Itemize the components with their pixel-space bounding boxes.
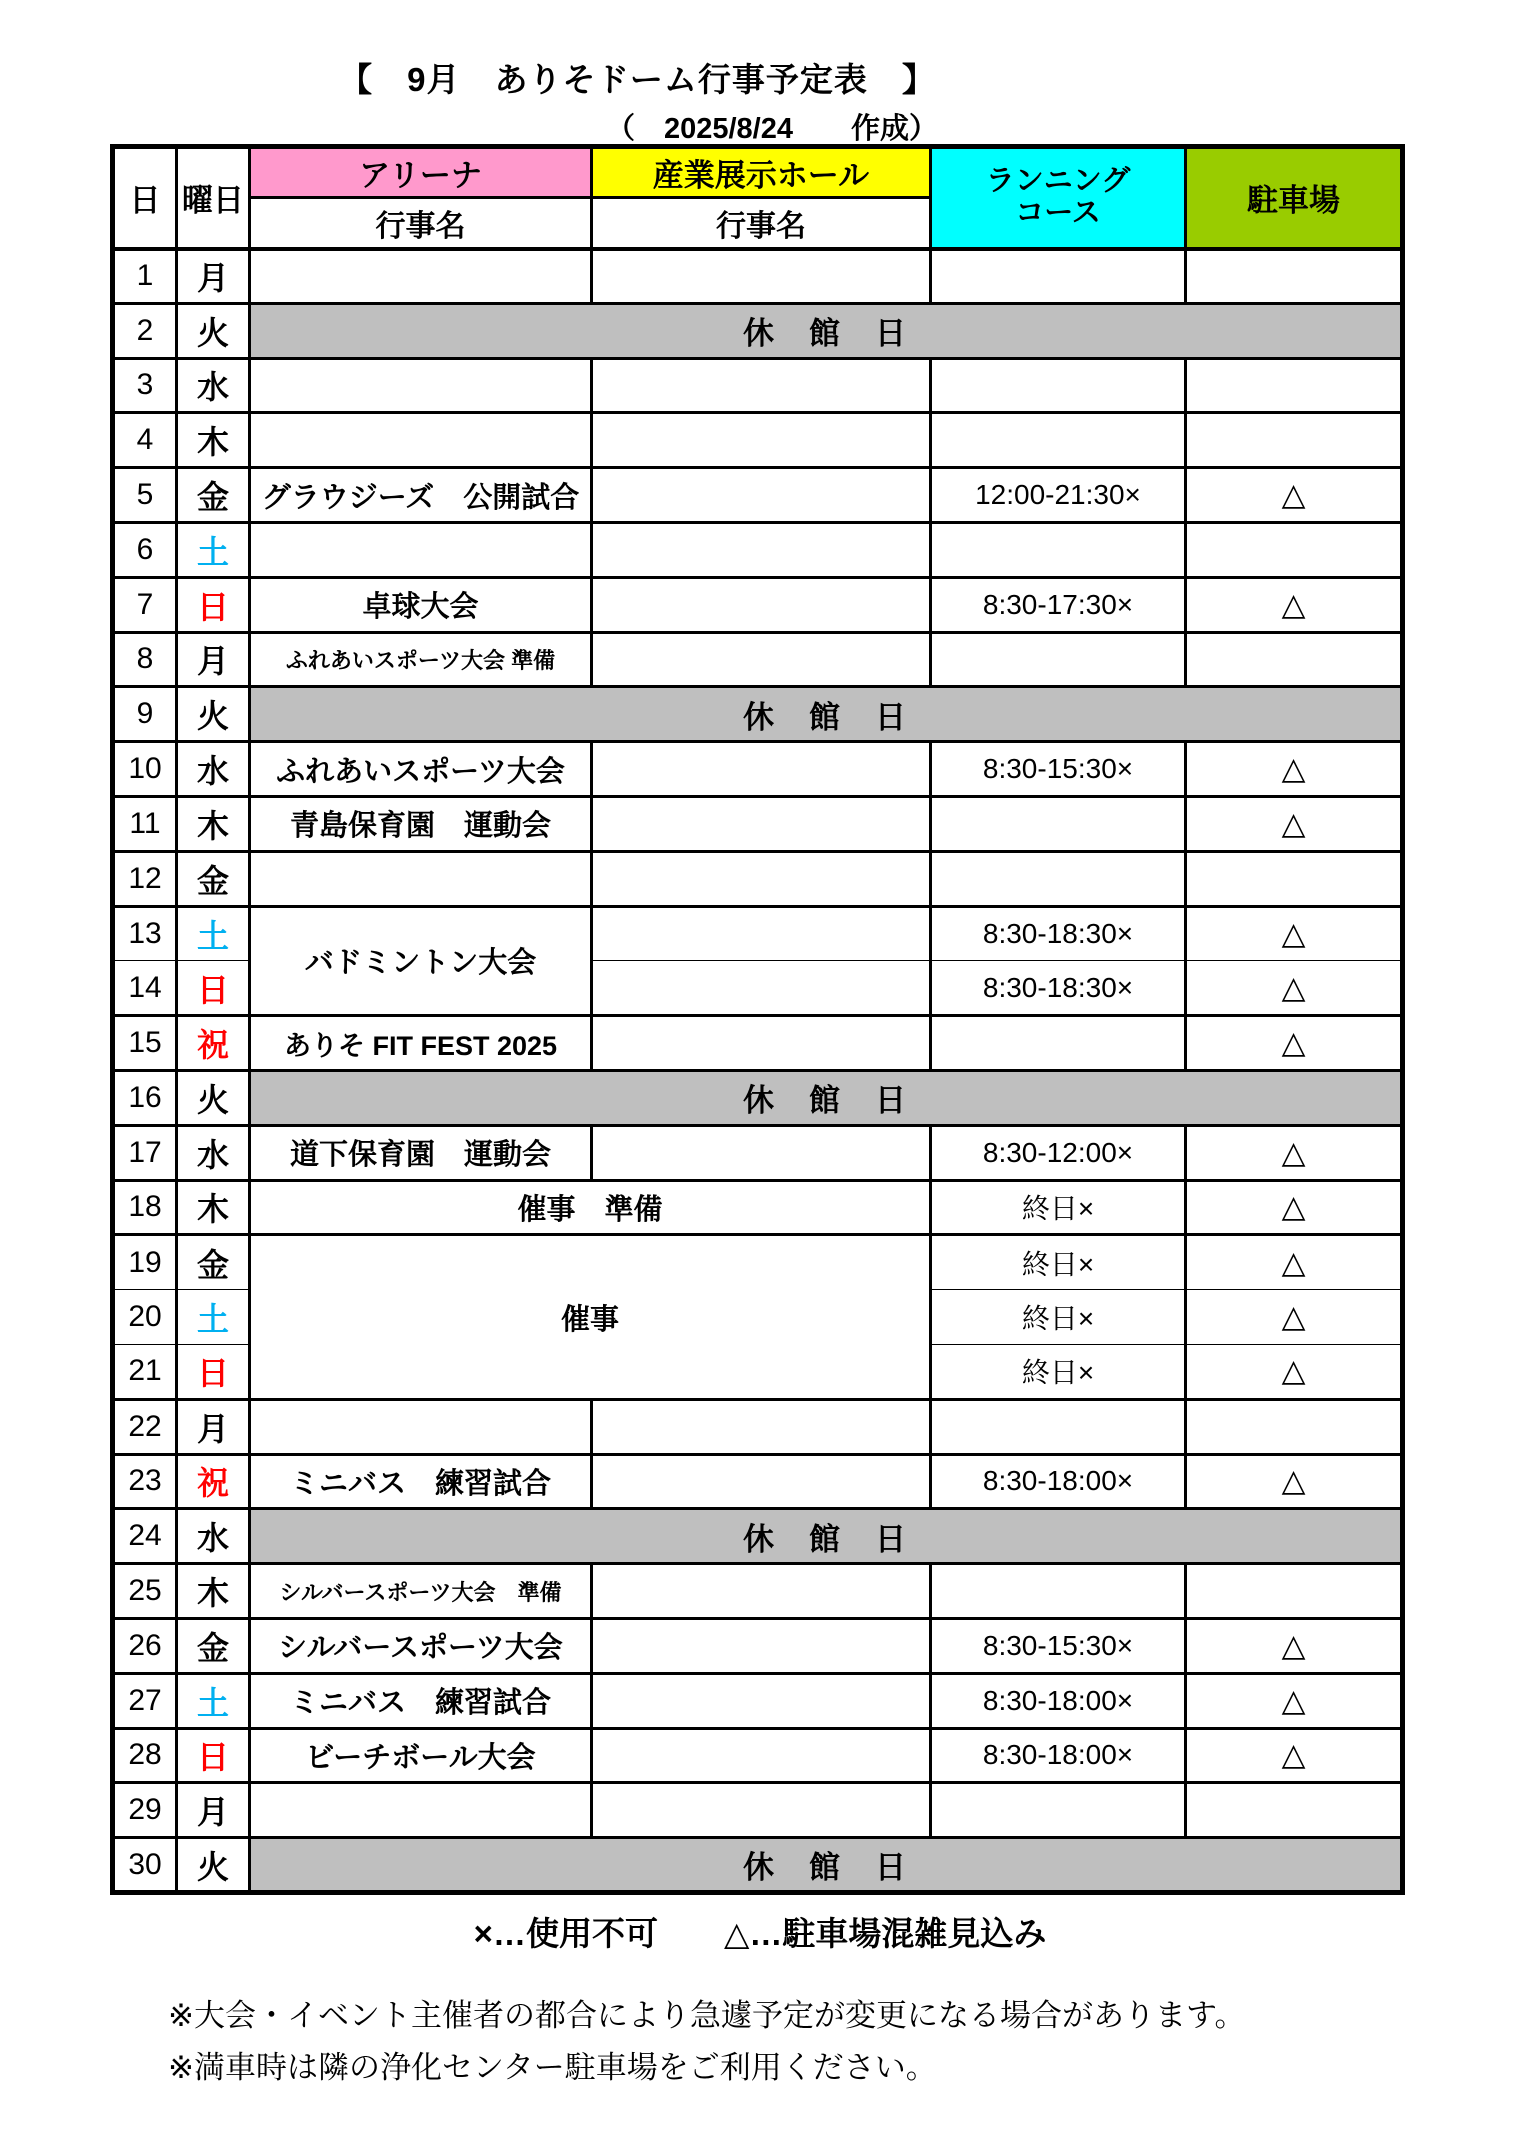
hall-cell [592,577,931,632]
hall-cell [592,796,931,851]
parking-cell [1186,522,1403,577]
table-row [113,1783,1403,1838]
table-row [113,303,1403,358]
day-cell: 19 [113,1235,177,1290]
parking-cell: △ [1186,1125,1403,1180]
parking-cell: △ [1186,468,1403,523]
parking-cell [1186,358,1403,413]
table-row [113,468,1403,523]
hall-cell [592,358,931,413]
running-cell [931,1783,1186,1838]
arena-cell: ふれあいスポーツ大会 [250,742,592,797]
weekday-cell: 月 [177,632,250,687]
table-row [113,1838,1403,1893]
running-cell [931,632,1186,687]
table-row [113,358,1403,413]
arena-cell: 卓球大会 [250,577,592,632]
arena-cell-merged: バドミントン大会 [250,906,592,1016]
weekday-cell: 月 [177,249,250,304]
hall-cell [592,522,931,577]
arena-cell: グラウジーズ 公開試合 [250,468,592,523]
parking-cell [1186,1783,1403,1838]
parking-cell: △ [1186,1016,1403,1071]
col-header-weekday: 曜日 [177,147,250,249]
day-cell: 9 [113,687,177,742]
hall-event-name-header: 行事名 [592,198,931,249]
day-cell: 7 [113,577,177,632]
hall-cell [592,468,931,523]
weekday-cell: 月 [177,1783,250,1838]
parking-cell: △ [1186,796,1403,851]
page-title: 【 9月 ありそドーム行事予定表 】 [339,61,936,98]
note-overflow-parking: ※満車時は隣の浄化センター駐車場をご利用ください。 [168,2050,937,2085]
hall-cell [592,1673,931,1728]
weekday-cell: 木 [177,1180,250,1235]
parking-cell [1186,632,1403,687]
table-row [113,1454,1403,1509]
running-cell [931,413,1186,468]
parking-cell: △ [1186,1454,1403,1509]
weekday-cell: 金 [177,1618,250,1673]
running-cell: 終日× [931,1290,1186,1345]
day-cell: 18 [113,1180,177,1235]
running-cell: 12:00-21:30× [931,468,1186,523]
table-row [113,413,1403,468]
weekday-cell: 水 [177,358,250,413]
closed-day-cell: 休 館 日 [250,303,1403,358]
hall-cell [592,851,931,906]
weekday-cell: 土 [177,906,250,961]
day-cell: 24 [113,1509,177,1564]
arena-cell [250,249,592,304]
weekday-cell: 祝 [177,1454,250,1509]
closed-day-cell: 休 館 日 [250,1838,1403,1893]
table-row [113,1673,1403,1728]
hall-cell [592,1728,931,1783]
table-row [113,1070,1403,1125]
weekday-cell: 金 [177,468,250,523]
arena-cell: ビーチボール大会 [250,1728,592,1783]
running-cell: 8:30-18:00× [931,1673,1186,1728]
running-cell [931,796,1186,851]
running-cell: 8:30-18:00× [931,1454,1186,1509]
table-row [113,687,1403,742]
table-row [113,851,1403,906]
running-cell [931,358,1186,413]
parking-cell: △ [1186,1235,1403,1290]
arena-cell: ふれあいスポーツ大会 準備 [250,632,592,687]
table-row [113,742,1403,797]
arena-cell: ありそ FIT FEST 2025 [250,1016,592,1071]
table-row [113,632,1403,687]
day-cell: 3 [113,358,177,413]
arena-hall-merged-cell: 催事 準備 [250,1180,931,1235]
day-cell: 27 [113,1673,177,1728]
col-header-arena: アリーナ [250,147,592,198]
table-row [113,249,1403,304]
weekday-cell: 水 [177,1125,250,1180]
day-cell: 25 [113,1564,177,1619]
hall-cell [592,1125,931,1180]
running-cell: 8:30-18:30× [931,906,1186,961]
day-cell: 4 [113,413,177,468]
running-cell [931,1564,1186,1619]
arena-cell [250,522,592,577]
parking-cell: △ [1186,961,1403,1016]
col-header-day: 日 [113,147,177,249]
schedule-table [110,144,1405,1895]
day-cell: 23 [113,1454,177,1509]
parking-cell [1186,249,1403,304]
day-cell: 6 [113,522,177,577]
arena-cell [250,851,592,906]
table-row [113,1728,1403,1783]
day-cell: 30 [113,1838,177,1893]
weekday-cell: 火 [177,1838,250,1893]
hall-cell [592,906,931,961]
parking-cell: △ [1186,1618,1403,1673]
day-cell: 20 [113,1290,177,1345]
parking-cell: △ [1186,1180,1403,1235]
table-row [113,522,1403,577]
day-cell: 16 [113,1070,177,1125]
weekday-cell: 水 [177,742,250,797]
hall-cell [592,1564,931,1619]
hall-cell [592,632,931,687]
hall-cell [592,1618,931,1673]
weekday-cell: 土 [177,522,250,577]
arena-cell [250,1783,592,1838]
running-cell: 8:30-17:30× [931,577,1186,632]
running-cell [931,1016,1186,1071]
hall-cell [592,742,931,797]
hall-cell [592,1016,931,1071]
weekday-cell: 木 [177,1564,250,1619]
arena-hall-merged-cell: 催事 [250,1235,931,1399]
created-date: （ 2025/8/24 作成） [605,113,938,145]
closed-day-cell: 休 館 日 [250,1070,1403,1125]
running-cell: 8:30-15:30× [931,1618,1186,1673]
hall-cell [592,1783,931,1838]
note-schedule-change: ※大会・イベント主催者の都合により急遽予定が変更になる場合があります。 [168,1998,1246,2033]
running-cell [931,249,1186,304]
running-cell [931,851,1186,906]
arena-cell: シルバースポーツ大会 [250,1618,592,1673]
table-row [113,796,1403,851]
day-cell: 26 [113,1618,177,1673]
running-cell: 8:30-15:30× [931,742,1186,797]
weekday-cell: 金 [177,1235,250,1290]
running-cell: 8:30-18:30× [931,961,1186,1016]
day-cell: 5 [113,468,177,523]
col-header-running-course [931,147,1186,249]
arena-event-name-header: 行事名 [250,198,592,249]
weekday-cell: 土 [177,1673,250,1728]
weekday-cell: 火 [177,303,250,358]
weekday-cell: 木 [177,796,250,851]
weekday-cell: 月 [177,1399,250,1454]
day-cell: 14 [113,961,177,1016]
table-row [113,1125,1403,1180]
legend: ×…使用不可 △…駐車場混雑見込み [473,1915,1047,1952]
table-row [113,1618,1403,1673]
day-cell: 28 [113,1728,177,1783]
hall-cell [592,1399,931,1454]
parking-cell: △ [1186,1290,1403,1345]
running-cell [931,1399,1186,1454]
arena-cell [250,413,592,468]
day-cell: 29 [113,1783,177,1838]
parking-cell [1186,413,1403,468]
table-row [113,1235,1403,1290]
arena-cell: ミニバス 練習試合 [250,1673,592,1728]
running-cell: 8:30-12:00× [931,1125,1186,1180]
running-course-label-line2: コース [1015,196,1101,229]
closed-day-cell: 休 館 日 [250,687,1403,742]
day-cell: 2 [113,303,177,358]
table-row [113,906,1403,961]
day-cell: 1 [113,249,177,304]
weekday-cell: 水 [177,1509,250,1564]
parking-cell [1186,1399,1403,1454]
weekday-cell: 金 [177,851,250,906]
day-cell: 17 [113,1125,177,1180]
parking-cell: △ [1186,742,1403,797]
table-row [113,1180,1403,1235]
weekday-cell: 火 [177,1070,250,1125]
running-course-label-line1: ランニング [985,165,1131,198]
closed-day-cell: 休 館 日 [250,1509,1403,1564]
hall-cell [592,249,931,304]
day-cell: 11 [113,796,177,851]
arena-cell: 道下保育園 運動会 [250,1125,592,1180]
schedule-table-wrapper [110,144,1405,1895]
weekday-cell: 祝 [177,1016,250,1071]
weekday-cell: 木 [177,413,250,468]
parking-cell: △ [1186,1728,1403,1783]
parking-cell: △ [1186,906,1403,961]
weekday-cell: 日 [177,577,250,632]
running-cell: 8:30-18:00× [931,1728,1186,1783]
arena-cell: 青島保育園 運動会 [250,796,592,851]
running-cell: 終日× [931,1180,1186,1235]
hall-cell [592,961,931,1016]
weekday-cell: 火 [177,687,250,742]
day-cell: 15 [113,1016,177,1071]
weekday-cell: 日 [177,961,250,1016]
arena-cell: シルバースポーツ大会 準備 [250,1564,592,1619]
day-cell: 10 [113,742,177,797]
day-cell: 12 [113,851,177,906]
parking-cell: △ [1186,1344,1403,1399]
header-row-1 [113,147,1403,198]
parking-cell [1186,851,1403,906]
arena-cell [250,1399,592,1454]
parking-cell: △ [1186,1673,1403,1728]
col-header-parking: 駐車場 [1186,147,1403,249]
col-header-hall: 産業展示ホール [592,147,931,198]
arena-cell [250,358,592,413]
weekday-cell: 日 [177,1344,250,1399]
table-row [113,1509,1403,1564]
weekday-cell: 日 [177,1728,250,1783]
table-row [113,1016,1403,1071]
hall-cell [592,413,931,468]
day-cell: 21 [113,1344,177,1399]
parking-cell: △ [1186,577,1403,632]
weekday-cell: 土 [177,1290,250,1345]
running-cell [931,522,1186,577]
day-cell: 22 [113,1399,177,1454]
parking-cell [1186,1564,1403,1619]
arena-cell: ミニバス 練習試合 [250,1454,592,1509]
running-cell: 終日× [931,1235,1186,1290]
day-cell: 8 [113,632,177,687]
running-cell: 終日× [931,1344,1186,1399]
table-row [113,577,1403,632]
table-row [113,1399,1403,1454]
hall-cell [592,1454,931,1509]
table-row [113,1564,1403,1619]
day-cell: 13 [113,906,177,961]
